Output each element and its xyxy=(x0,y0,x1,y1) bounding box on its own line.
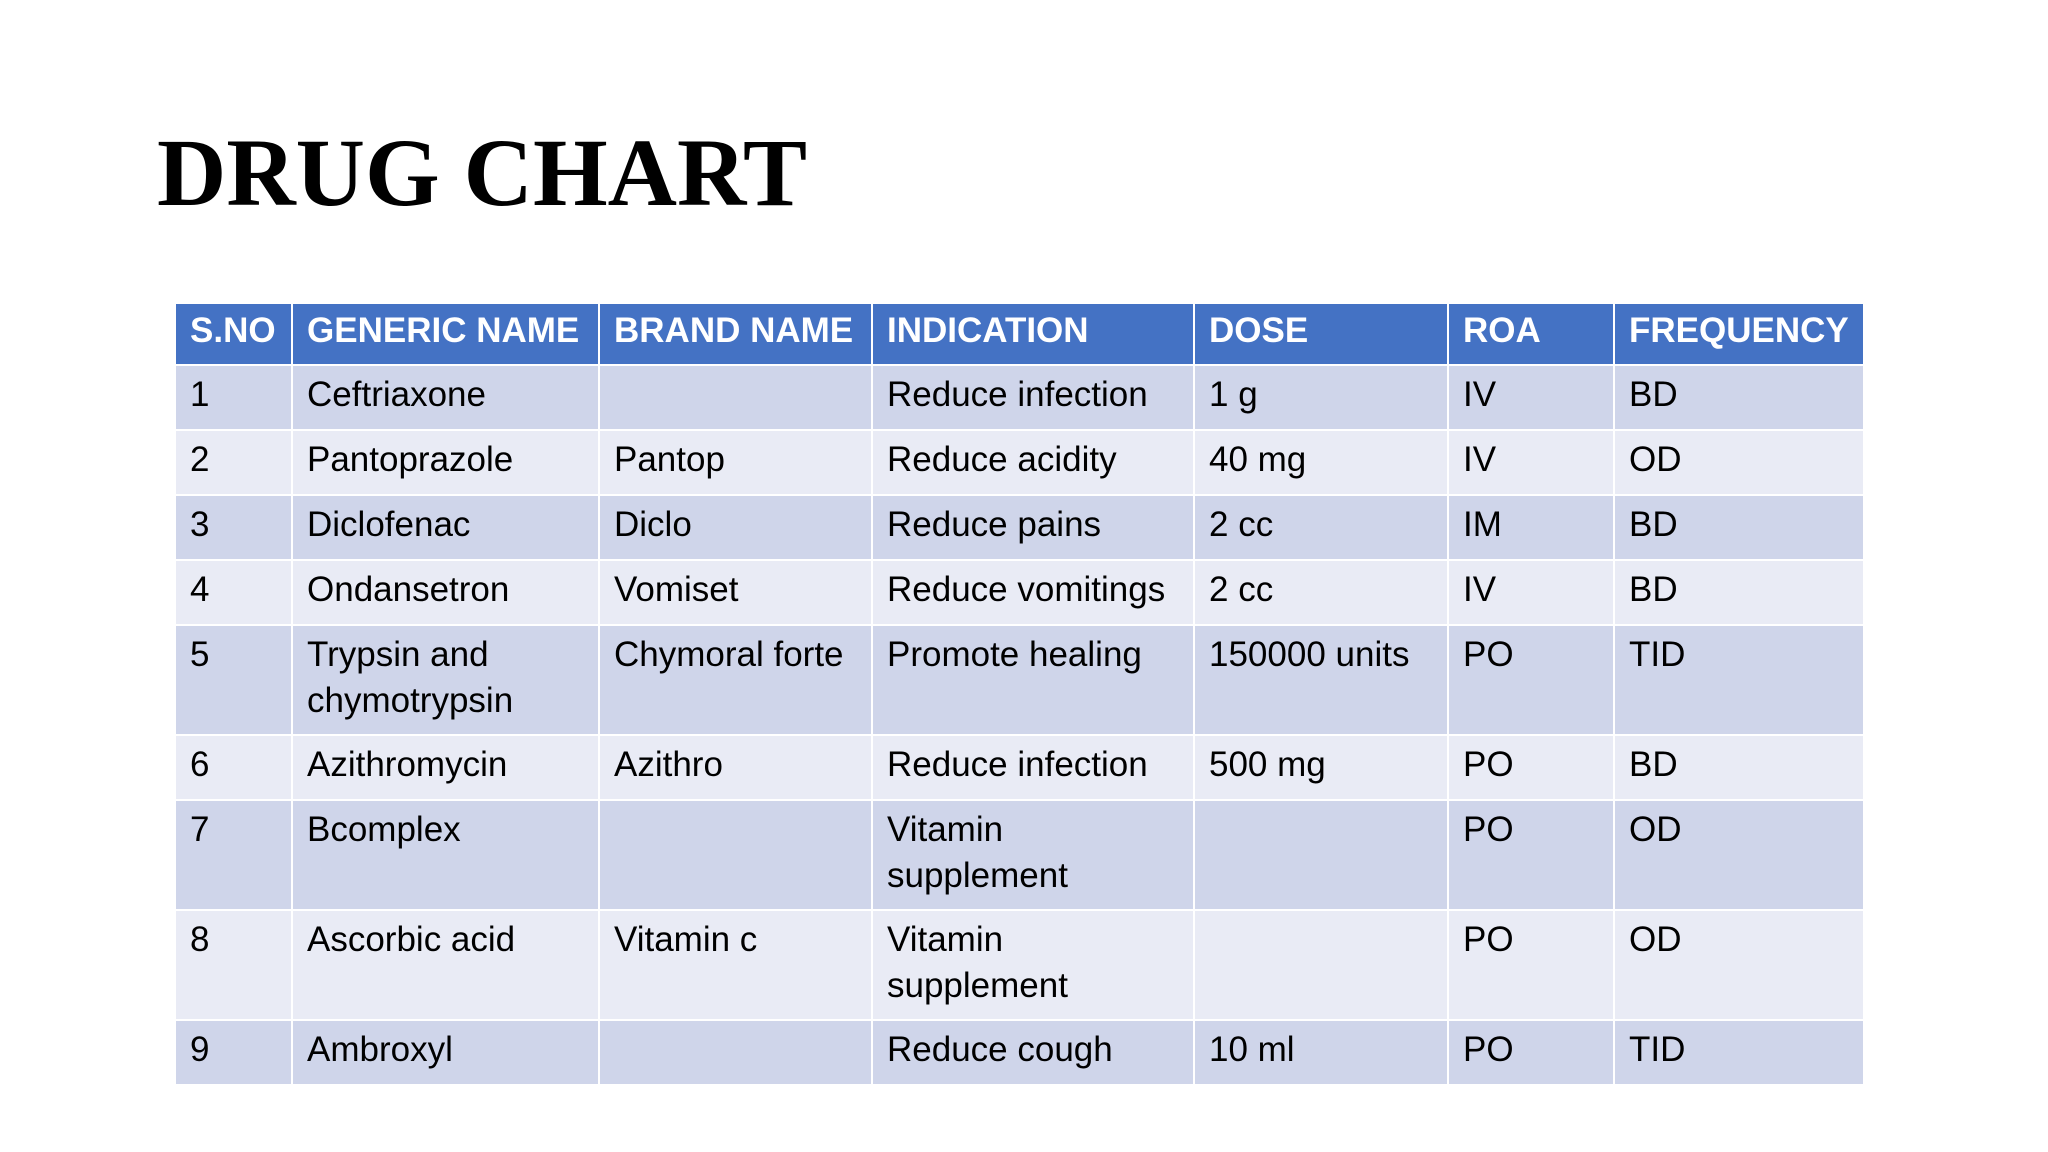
cell-dose xyxy=(1194,800,1448,910)
table-row xyxy=(175,910,1864,1020)
cell-brand-name: Azithro xyxy=(599,735,872,800)
cell-frequency: BD xyxy=(1614,495,1864,560)
cell-frequency: TID xyxy=(1614,625,1864,735)
cell-frequency: BD xyxy=(1614,735,1864,800)
cell-generic-name: Ceftriaxone xyxy=(292,365,599,430)
cell-frequency: OD xyxy=(1614,800,1864,910)
cell-sno: 4 xyxy=(175,560,292,625)
table-row xyxy=(175,430,1864,495)
table-row xyxy=(175,625,1864,735)
cell-roa: IV xyxy=(1448,430,1614,495)
cell-generic-name: Azithromycin xyxy=(292,735,599,800)
drug-table xyxy=(174,302,1865,1086)
cell-generic-name: Trypsin and chymotrypsin xyxy=(292,625,599,735)
cell-indication: Reduce pains xyxy=(872,495,1194,560)
cell-indication: Reduce cough xyxy=(872,1020,1194,1085)
cell-brand-name: Vitamin c xyxy=(599,910,872,1020)
cell-sno: 1 xyxy=(175,365,292,430)
cell-sno: 2 xyxy=(175,430,292,495)
cell-brand-name xyxy=(599,800,872,910)
cell-generic-name: Pantoprazole xyxy=(292,430,599,495)
cell-frequency: OD xyxy=(1614,910,1864,1020)
table-header-row xyxy=(175,303,1864,365)
cell-frequency: BD xyxy=(1614,560,1864,625)
cell-dose: 150000 units xyxy=(1194,625,1448,735)
table-row xyxy=(175,735,1864,800)
cell-roa: IV xyxy=(1448,560,1614,625)
header-frequency: FREQUENCY xyxy=(1614,303,1864,365)
cell-indication: Vitamin supplement xyxy=(872,910,1194,1020)
cell-indication: Reduce acidity xyxy=(872,430,1194,495)
cell-dose: 2 cc xyxy=(1194,495,1448,560)
cell-roa: PO xyxy=(1448,800,1614,910)
cell-roa: PO xyxy=(1448,625,1614,735)
cell-sno: 7 xyxy=(175,800,292,910)
cell-sno: 8 xyxy=(175,910,292,1020)
table-row xyxy=(175,800,1864,910)
cell-indication: Reduce infection xyxy=(872,735,1194,800)
cell-brand-name: Chymoral forte xyxy=(599,625,872,735)
cell-generic-name: Ascorbic acid xyxy=(292,910,599,1020)
table-row xyxy=(175,1020,1864,1085)
cell-frequency: OD xyxy=(1614,430,1864,495)
header-generic-name: GENERIC NAME xyxy=(292,303,599,365)
header-indication: INDICATION xyxy=(872,303,1194,365)
page-title: DRUG CHART xyxy=(157,119,807,226)
cell-roa: PO xyxy=(1448,910,1614,1020)
cell-roa: IV xyxy=(1448,365,1614,430)
header-sno: S.NO xyxy=(175,303,292,365)
header-dose: DOSE xyxy=(1194,303,1448,365)
cell-brand-name: Pantop xyxy=(599,430,872,495)
table-row xyxy=(175,365,1864,430)
cell-dose: 500 mg xyxy=(1194,735,1448,800)
cell-roa: PO xyxy=(1448,735,1614,800)
cell-roa: PO xyxy=(1448,1020,1614,1085)
cell-sno: 3 xyxy=(175,495,292,560)
cell-sno: 5 xyxy=(175,625,292,735)
cell-generic-name: Bcomplex xyxy=(292,800,599,910)
cell-indication: Promote healing xyxy=(872,625,1194,735)
cell-indication: Vitamin supplement xyxy=(872,800,1194,910)
cell-frequency: TID xyxy=(1614,1020,1864,1085)
header-brand-name: BRAND NAME xyxy=(599,303,872,365)
cell-indication: Reduce vomitings xyxy=(872,560,1194,625)
table-row xyxy=(175,560,1864,625)
cell-indication: Reduce infection xyxy=(872,365,1194,430)
cell-generic-name: Ambroxyl xyxy=(292,1020,599,1085)
table-row xyxy=(175,495,1864,560)
cell-generic-name: Ondansetron xyxy=(292,560,599,625)
cell-brand-name: Diclo xyxy=(599,495,872,560)
cell-sno: 6 xyxy=(175,735,292,800)
cell-dose: 1 g xyxy=(1194,365,1448,430)
cell-dose: 10 ml xyxy=(1194,1020,1448,1085)
cell-dose: 40 mg xyxy=(1194,430,1448,495)
cell-dose: 2 cc xyxy=(1194,560,1448,625)
header-roa: ROA xyxy=(1448,303,1614,365)
cell-sno: 9 xyxy=(175,1020,292,1085)
cell-dose xyxy=(1194,910,1448,1020)
cell-roa: IM xyxy=(1448,495,1614,560)
cell-brand-name xyxy=(599,1020,872,1085)
cell-frequency: BD xyxy=(1614,365,1864,430)
cell-generic-name: Diclofenac xyxy=(292,495,599,560)
cell-brand-name xyxy=(599,365,872,430)
cell-brand-name: Vomiset xyxy=(599,560,872,625)
